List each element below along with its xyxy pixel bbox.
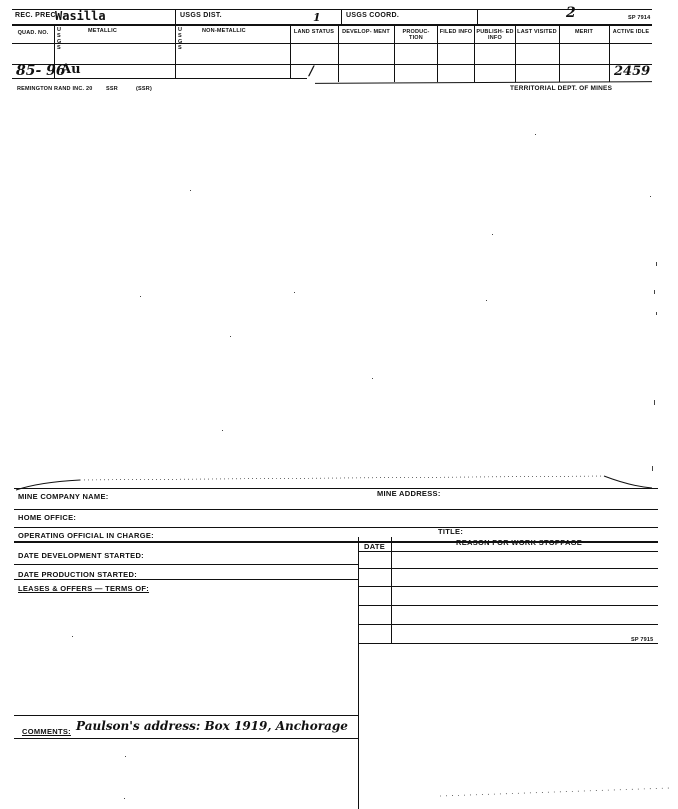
- filed-info-label: FILED INFO: [439, 29, 473, 35]
- usgs-coord-label: USGS COORD.: [346, 12, 400, 19]
- form-code-two: SP 7915: [631, 637, 654, 643]
- date-production-label: DATE PRODUCTION STARTED:: [18, 570, 138, 579]
- printer-text: REMINGTON RAND INC. 20: [17, 86, 93, 92]
- comments-text: Paulson's address: Box 1919, Anchorage: [76, 719, 348, 733]
- land-status-label: LAND STATUS: [293, 29, 335, 35]
- usgs-dist-value: 1: [313, 11, 321, 24]
- mine-company-label: MINE COMPANY NAME:: [18, 492, 109, 501]
- operating-official-label: OPERATING OFFICIAL IN CHARGE:: [18, 531, 154, 540]
- usgs-left-label: U S G S: [57, 27, 62, 51]
- metallic-label: METALLIC: [88, 28, 117, 34]
- code-two: (SSR): [136, 86, 152, 92]
- rec-prec-value: Wasilla: [55, 9, 106, 23]
- code-one: SSR: [106, 86, 118, 92]
- title-label: TITLE:: [438, 527, 464, 536]
- metallic-code-value: Au: [61, 62, 81, 77]
- production-label: PRODUC- TION: [402, 29, 430, 41]
- form-code: SP 7914: [628, 15, 651, 21]
- last-visited-label: LAST VISITED: [517, 29, 557, 35]
- comments-label: COMMENTS:: [22, 727, 71, 736]
- merit-label: MERIT: [574, 29, 594, 35]
- corner-mark: 2: [566, 5, 576, 21]
- active-idle-label: ACTIVE IDLE: [612, 29, 650, 35]
- usgs-dist-label: USGS DIST.: [180, 12, 222, 19]
- dept-name: TERRITORIAL DEPT. OF MINES: [510, 85, 613, 92]
- date-column-label: DATE: [364, 542, 386, 551]
- published-info-label: PUBLISH- ED INFO: [476, 29, 514, 41]
- leases-label: LEASES & OFFERS — TERMS OF:: [18, 584, 150, 593]
- quad-serial-value: 85- 96: [16, 63, 66, 79]
- usgs-right-label: U S G S: [178, 27, 183, 51]
- quad-no-label: QUAD. NO.: [17, 30, 49, 36]
- land-status-mark: /: [309, 64, 314, 79]
- bottom-specks: [440, 782, 676, 802]
- mine-address-label: MINE ADDRESS:: [377, 489, 441, 498]
- non-metallic-label: NON-METALLIC: [202, 28, 246, 34]
- rec-prec-label: REC. PREC.: [15, 12, 59, 19]
- reason-column-label: REASON FOR WORK STOPPAGE: [456, 538, 583, 547]
- active-idle-value: 2459: [614, 64, 651, 79]
- home-office-label: HOME OFFICE:: [18, 513, 77, 522]
- date-development-label: DATE DEVELOPMENT STARTED:: [18, 551, 144, 560]
- development-label: DEVELOP- MENT: [342, 29, 390, 35]
